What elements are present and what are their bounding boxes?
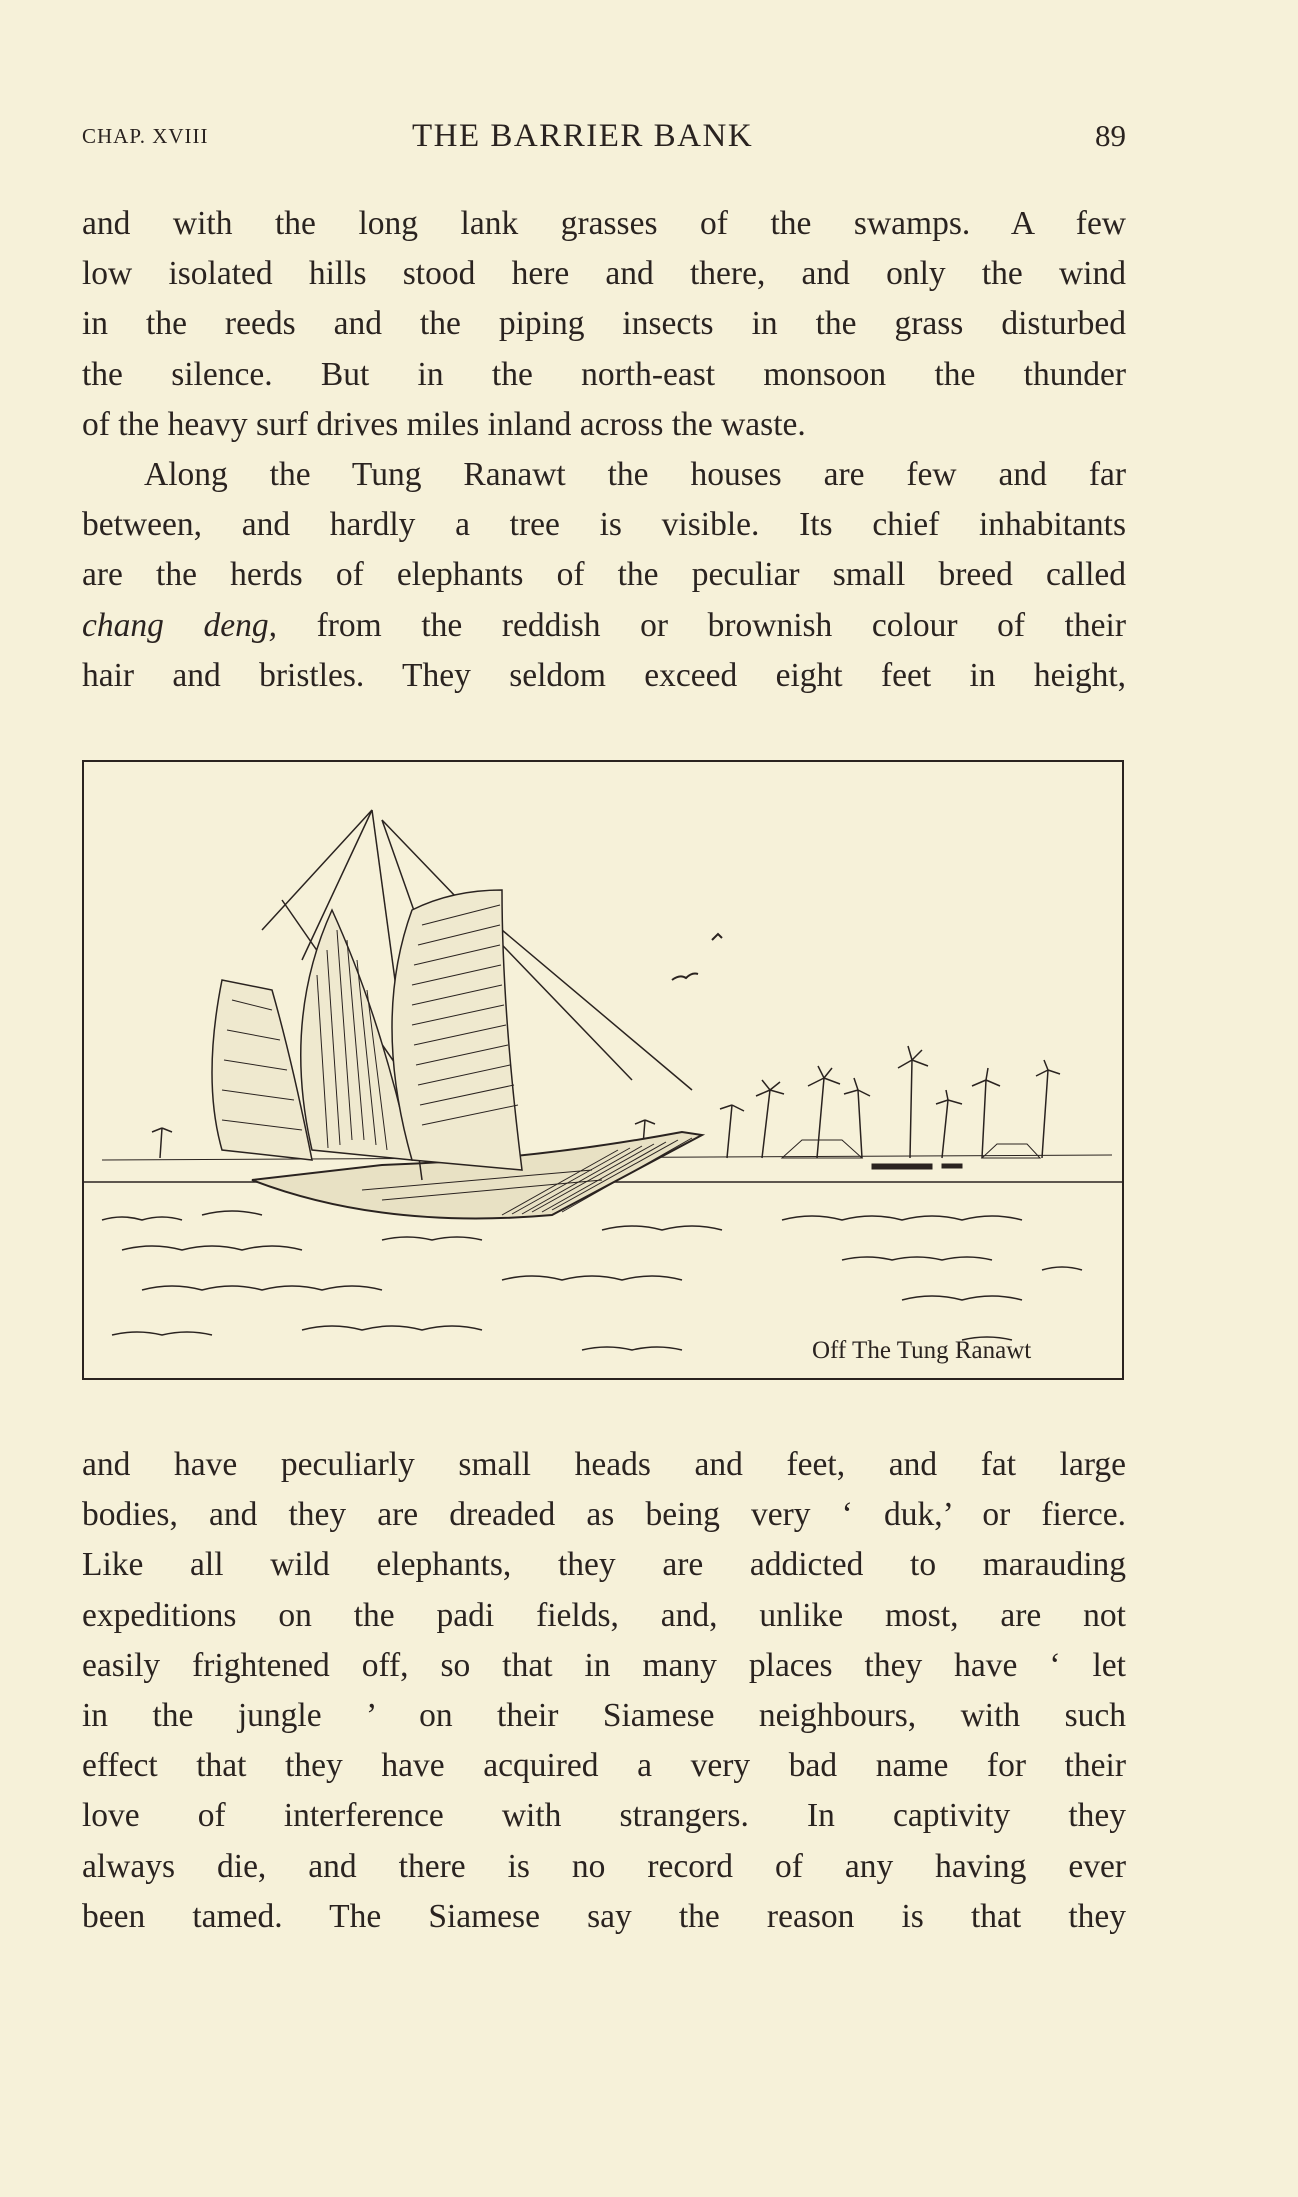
sails xyxy=(212,890,522,1170)
text-line: are the herds of elephants of the peculiar small breed called xyxy=(82,556,1126,594)
text-line: between, and hardly a tree is visible. Its chief inhabitants xyxy=(82,506,1126,544)
text-line: bodies, and they are dreaded as being very ‘ duk,’ or fierce. xyxy=(82,1496,1126,1534)
text-line: and with the long lank grasses of the swamps. A few xyxy=(82,205,1126,242)
text-line: expeditions on the padi fields, and, unlike most, are not xyxy=(82,1596,1126,1634)
birds xyxy=(672,934,722,980)
text-line: the silence. But in the north-east monsoon the thunder xyxy=(82,355,1126,393)
illustration-drawing xyxy=(82,760,1124,1380)
text-line: of the heavy surf drives miles inland across the waste. xyxy=(82,405,806,443)
text-line: low isolated hills stood here and there, and only the wind xyxy=(82,255,1126,293)
italic-term: chang deng, xyxy=(82,606,277,644)
text-line: effect that they have acquired a very bad name for their xyxy=(82,1747,1126,1785)
running-head xyxy=(82,118,1126,158)
waves xyxy=(102,1211,1082,1350)
text-line: in the jungle ’ on their Siamese neighbours, with such xyxy=(82,1697,1126,1735)
chapter-label: CHAP. XVIII xyxy=(82,124,209,148)
text-line: hair and bristles. They seldom exceed eight feet in height, xyxy=(82,656,1126,694)
page-title: THE BARRIER BANK xyxy=(412,118,754,154)
text-line: been tamed. The Siamese say the reason is that they xyxy=(82,1897,1126,1935)
text-line: in the reeds and the piping insects in the grass disturbed xyxy=(82,305,1126,343)
text-line: always die, and there is no record of any having ever xyxy=(82,1847,1126,1885)
text-line: easily frightened off, so that in many places they have ‘ let xyxy=(82,1646,1126,1684)
text-line: and have peculiarly small heads and feet, and fat large xyxy=(82,1446,1126,1483)
text-line: Along the Tung Ranawt the houses are few and far xyxy=(144,456,1126,494)
illustration-boat-at-sea xyxy=(82,760,1124,1380)
text-line: love of interference with strangers. In captivity they xyxy=(82,1797,1126,1835)
body-text-bottom xyxy=(82,1440,1126,1942)
body-text-top xyxy=(82,199,1126,701)
text-line: Like all wild elephants, they are addicted to marauding xyxy=(82,1546,1126,1584)
text-line-with-italic xyxy=(82,601,1126,651)
page-number: 89 xyxy=(1095,118,1126,153)
text-segment: from the reddish or brownish colour of their xyxy=(276,606,1126,644)
illustration-caption: Off The Tung Ranawt xyxy=(812,1337,1032,1364)
